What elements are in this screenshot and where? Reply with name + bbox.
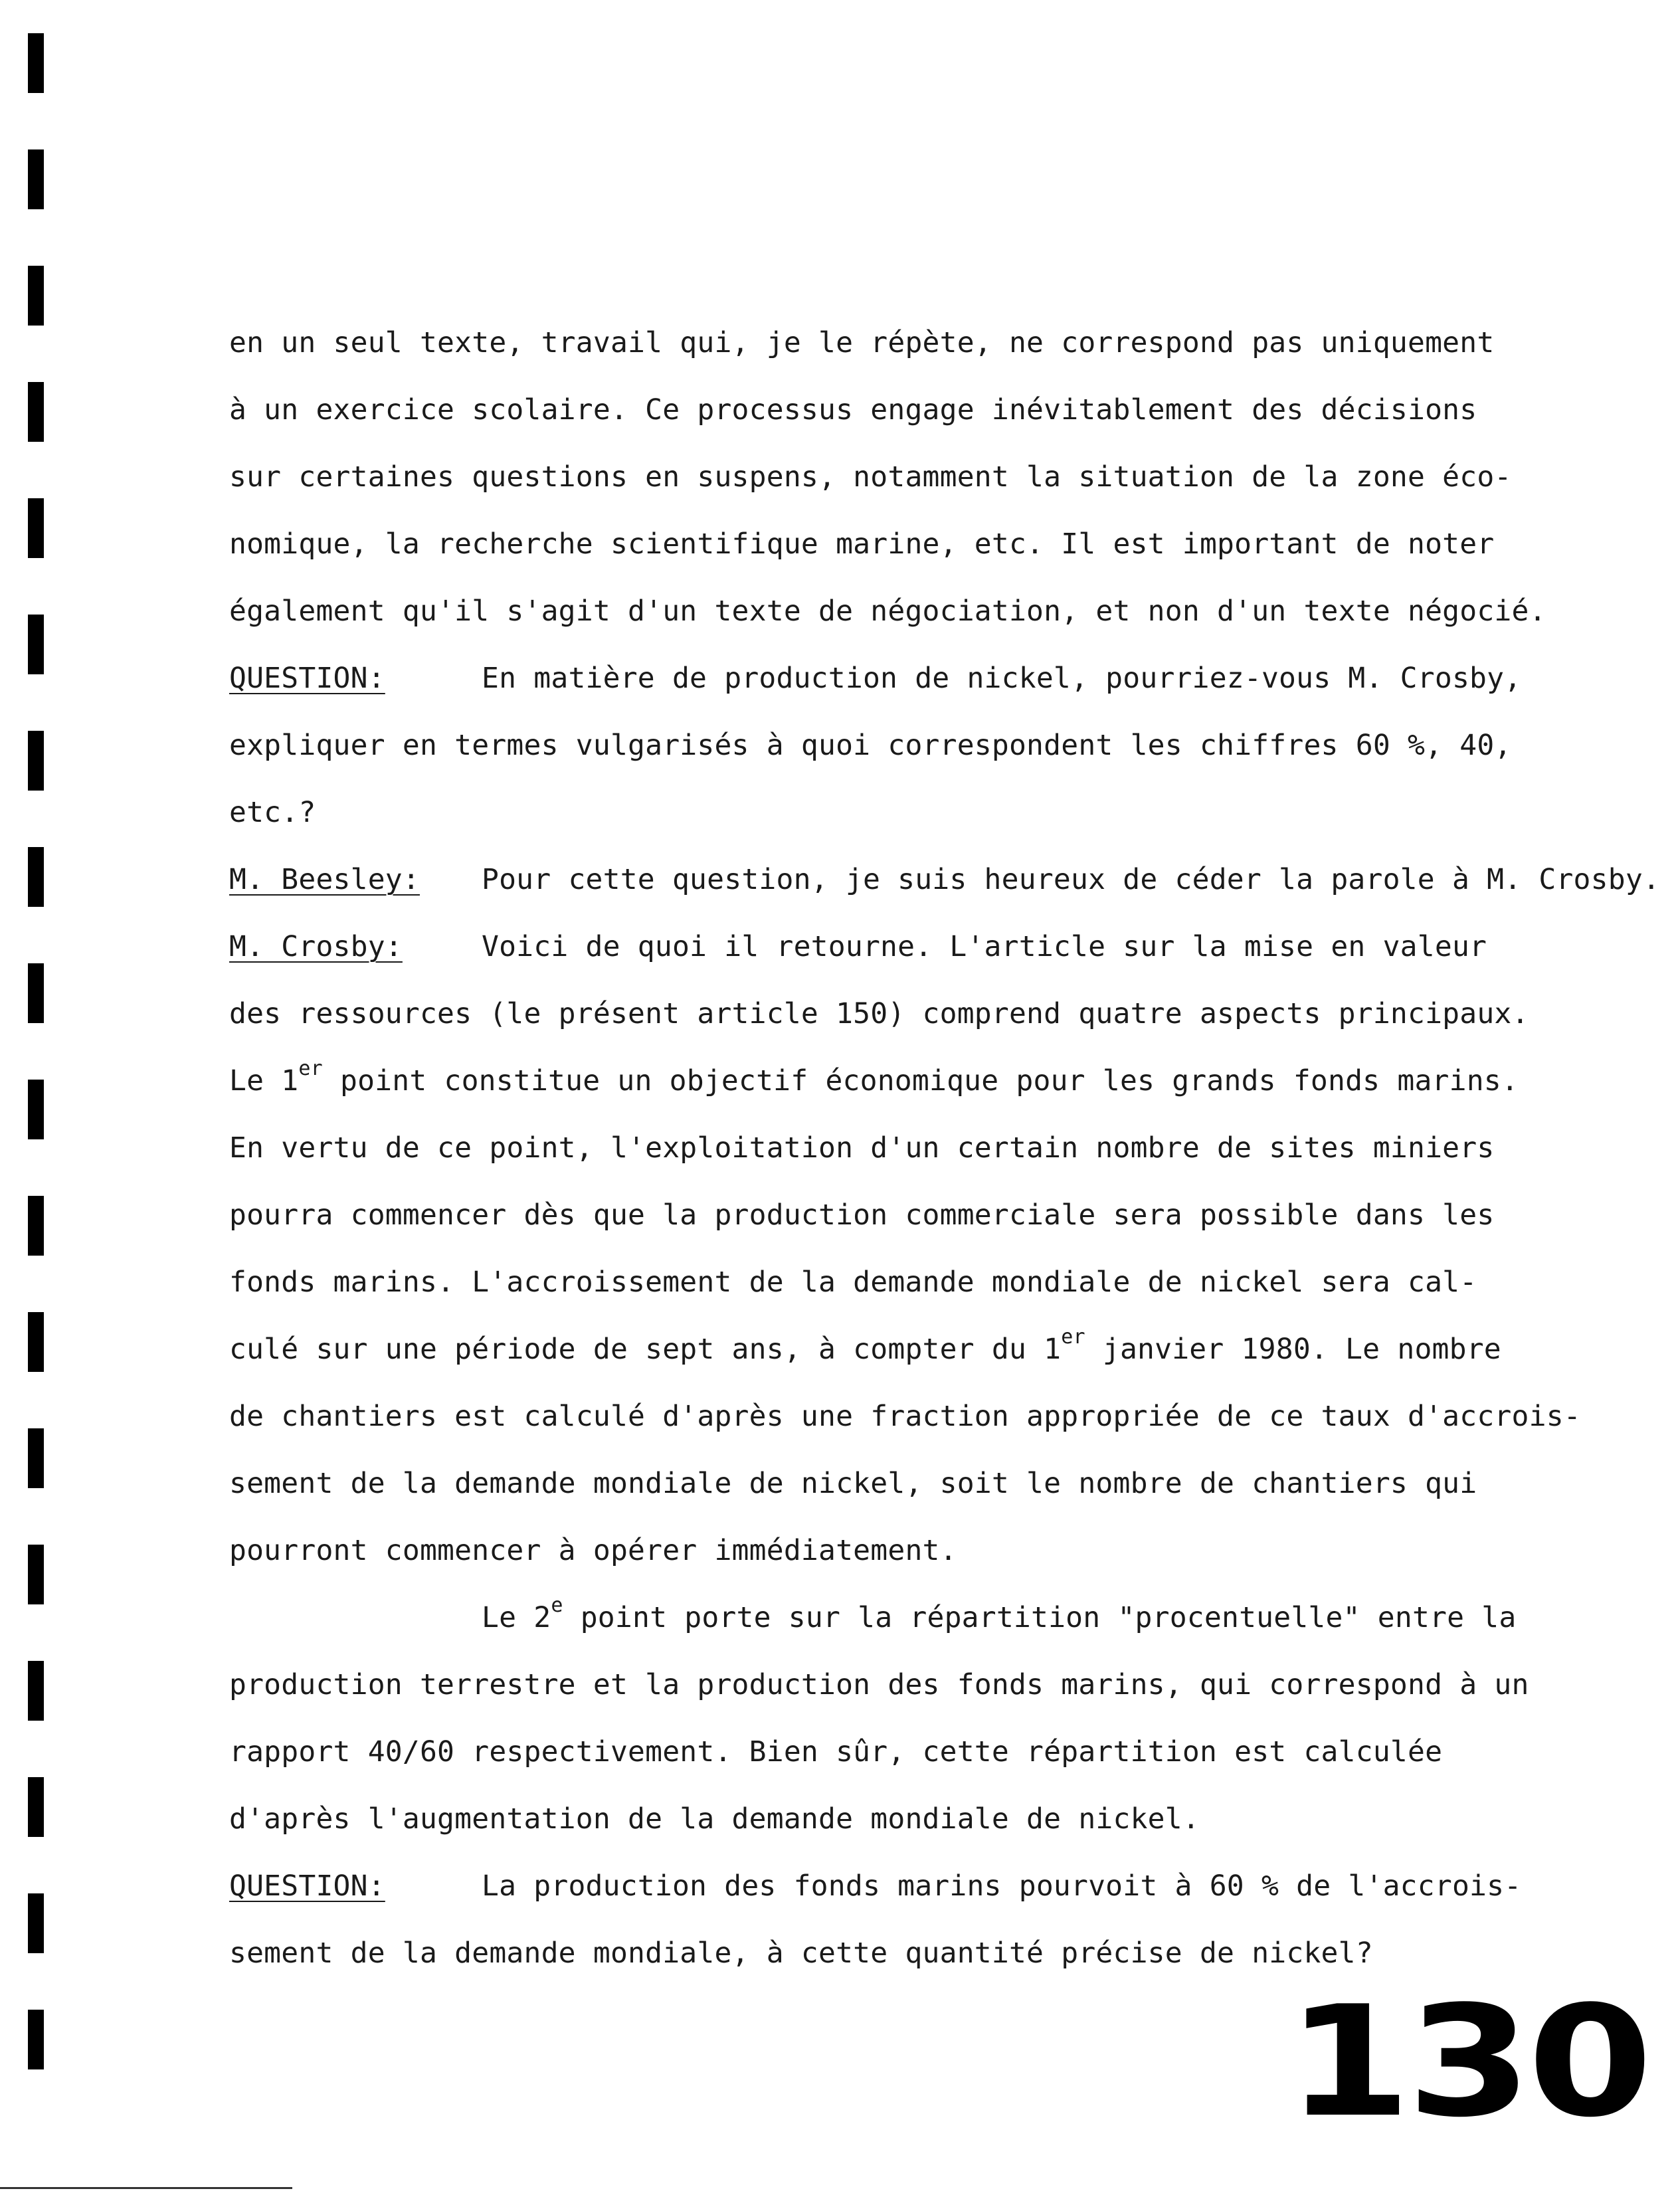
text-line: pourront commencer à opérer immédiatement.: [229, 1534, 957, 1567]
binding-mark: [28, 1777, 44, 1837]
binding-mark: [28, 847, 44, 907]
binding-mark: [28, 33, 44, 93]
binding-mark: [28, 615, 44, 674]
text-line: rapport 40/60 respectivement. Bien sûr, cette répartition est calculée: [229, 1735, 1443, 1769]
binding-mark: [28, 1893, 44, 1953]
text-line: fonds marins. L'accroissement de la demande mondiale de nickel sera cal-: [229, 1266, 1477, 1299]
text-line: En matière de production de nickel, pourriez-vous M. Crosby,: [482, 662, 1522, 695]
text-line: Le 1er point constitue un objectif économique pour les grands fonds marins.: [229, 1056, 1519, 1098]
binding-mark: [28, 1428, 44, 1488]
page-number: 130: [1285, 1974, 1648, 2151]
binding-mark: [28, 2010, 44, 2069]
bottom-rule: [0, 2187, 292, 2189]
text-line: sement de la demande mondiale, à cette quantité précise de nickel?: [229, 1937, 1373, 1970]
superscript: er: [1061, 1325, 1085, 1349]
speaker-label: M. Beesley:: [229, 863, 420, 896]
text-line: à un exercice scolaire. Ce processus engage inévitablement des décisions: [229, 393, 1477, 427]
speaker-label: M. Crosby:: [229, 930, 403, 963]
binding-mark: [28, 1080, 44, 1139]
binding-mark: [28, 1196, 44, 1256]
text-line: également qu'il s'agit d'un texte de négociation, et non d'un texte négocié.: [229, 595, 1546, 628]
text-line: Pour cette question, je suis heureux de céder la parole à M. Crosby.: [482, 863, 1660, 896]
superscript: e: [551, 1593, 563, 1617]
binding-mark: [28, 1661, 44, 1721]
document-body: [229, 310, 1660, 1987]
binding-mark: [28, 1545, 44, 1604]
answer-beesley: [229, 846, 1660, 913]
binding-mark: [28, 266, 44, 326]
binding-mark: [28, 1312, 44, 1372]
text-line: Voici de quoi il retourne. L'article sur la mise en valeur: [482, 930, 1487, 963]
question-2: [229, 1853, 1644, 1920]
text-line: pourra commencer dès que la production commerciale sera possible dans les: [229, 1198, 1495, 1232]
paragraph-2-first-line: Le 2e point porte sur la répartition "procentuelle" entre la: [482, 1593, 1517, 1634]
binding-mark: [28, 731, 44, 791]
binding-mark: [28, 963, 44, 1023]
text-line: nomique, la recherche scientifique marine, etc. Il est important de noter: [229, 527, 1495, 561]
binding-mark: [28, 498, 44, 558]
text-line: culé sur une période de sept ans, à compter du 1er janvier 1980. Le nombre: [229, 1325, 1501, 1366]
text-line: La production des fonds marins pourvoit à 60 % de l'accrois-: [482, 1869, 1522, 1903]
question-1: [229, 645, 1644, 712]
binding-mark: [28, 149, 44, 209]
text-line: en un seul texte, travail qui, je le répète, ne correspond pas uniquement: [229, 326, 1495, 359]
answer-crosby: [229, 913, 1644, 981]
text-line: des ressources (le présent article 150) comprend quatre aspects principaux.: [229, 997, 1529, 1030]
text-line: de chantiers est calculé d'après une fraction appropriée de ce taux d'accrois-: [229, 1400, 1581, 1433]
text-line: En vertu de ce point, l'exploitation d'un certain nombre de sites miniers: [229, 1131, 1495, 1165]
speaker-label: QUESTION:: [229, 662, 385, 695]
speaker-label: QUESTION:: [229, 1869, 385, 1903]
text-line: etc.?: [229, 796, 316, 829]
text-line: production terrestre et la production des fonds marins, qui correspond à un: [229, 1668, 1529, 1701]
superscript: er: [298, 1056, 323, 1080]
text-line: sur certaines questions en suspens, notamment la situation de la zone éco-: [229, 460, 1512, 494]
text-line: sement de la demande mondiale de nickel, soit le nombre de chantiers qui: [229, 1467, 1477, 1500]
binding-mark: [28, 382, 44, 442]
text-line: expliquer en termes vulgarisés à quoi correspondent les chiffres 60 %, 40,: [229, 729, 1512, 762]
text-line: d'après l'augmentation de la demande mondiale de nickel.: [229, 1802, 1200, 1836]
